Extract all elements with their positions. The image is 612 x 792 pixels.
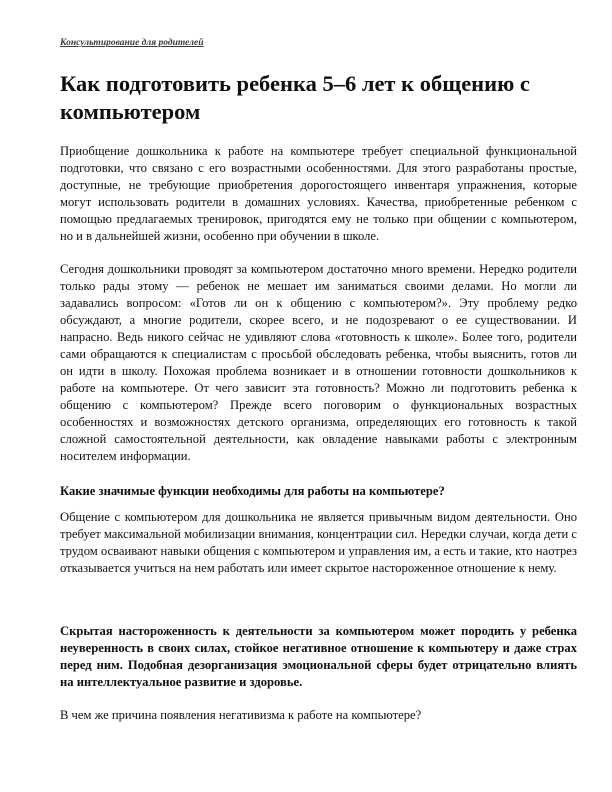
article-body	[60, 143, 577, 724]
question-heading-functions: Какие значимые функции необходимы для работы на компьютере?	[60, 484, 445, 498]
paragraph-readiness: Сегодня дошкольники проводят за компьютером достаточно много времени. Нередко родители только рады этому — ребенок не мешает им заниматься своими делами. Но могли ли задавались вопросом: «Готов ли он к общению с компьютером?». Эту проблему редко обсуждают, а многие родители, скорее всего, и не подозревают о ее существовании. И напрасно. Ведь никого сейчас не удивляют слова «готовность к школе». Более того, родители сами обращаются к специалистам с просьбой обследовать ребенка, чтобы выяснить, готов ли он идти в школу. Похожая проблема возникает и в отношении готовности дошкольников к работе на компьютере. От чего зависит эта готовность? Можно ли подготовить ребенка к общению с компьютером? Прежде всего поговорим о функциональных возрастных особенностях и возможностях детского организма, определяющих его готовность к такой сложной самостоятельной деятельности, как овладение навыками работы с электронным носителем информации.	[60, 262, 577, 463]
paragraph-hidden-wariness: Скрытая настороженность к деятельности за компьютером может породить у ребенка неуверенность в своих силах, стойкое негативное отношение к компьютеру и даже страх перед ним. Подобная дезорганизация эмоциональной сферы будет отрицательно влиять на интеллектуальное развитие и здоровье.	[60, 624, 577, 689]
page-title: Как подготовить ребенка 5–6 лет к общению с компьютером	[60, 71, 530, 124]
section-kicker: Консультирование для родителей	[60, 38, 204, 48]
paragraph-mobilization: Общение с компьютером для дошкольника не является привычным видом деятельности. Оно требует максимальной мобилизации внимания, концентрации сил. Нередки случаи, когда дети с трудом осваивают навыки общения с компьютером и управления им, а есть и такие, кто наотрез отказывается учиться на нем работать или имеет скрытое настороженное отношение к нему.	[60, 510, 577, 575]
paragraph-intro: Приобщение дошкольника к работе на компьютере требует специальной функциональной подготовки, что связано с его возрастными особенностями. Для этого разработаны простые, доступные, не требующие приобретения дорогостоящего инвентаря упражнения, которые могут использовать родители в домашних условиях. Качества, приобретенные ребенком с помощью предлагаемых тренировок, пригодятся ему не только при общении с компьютером, но и в дальнейшей жизни, особенно при обучении в школе.	[60, 144, 577, 243]
question-heading-negativism: В чем же причина появления негативизма к работе на компьютере?	[60, 708, 422, 722]
